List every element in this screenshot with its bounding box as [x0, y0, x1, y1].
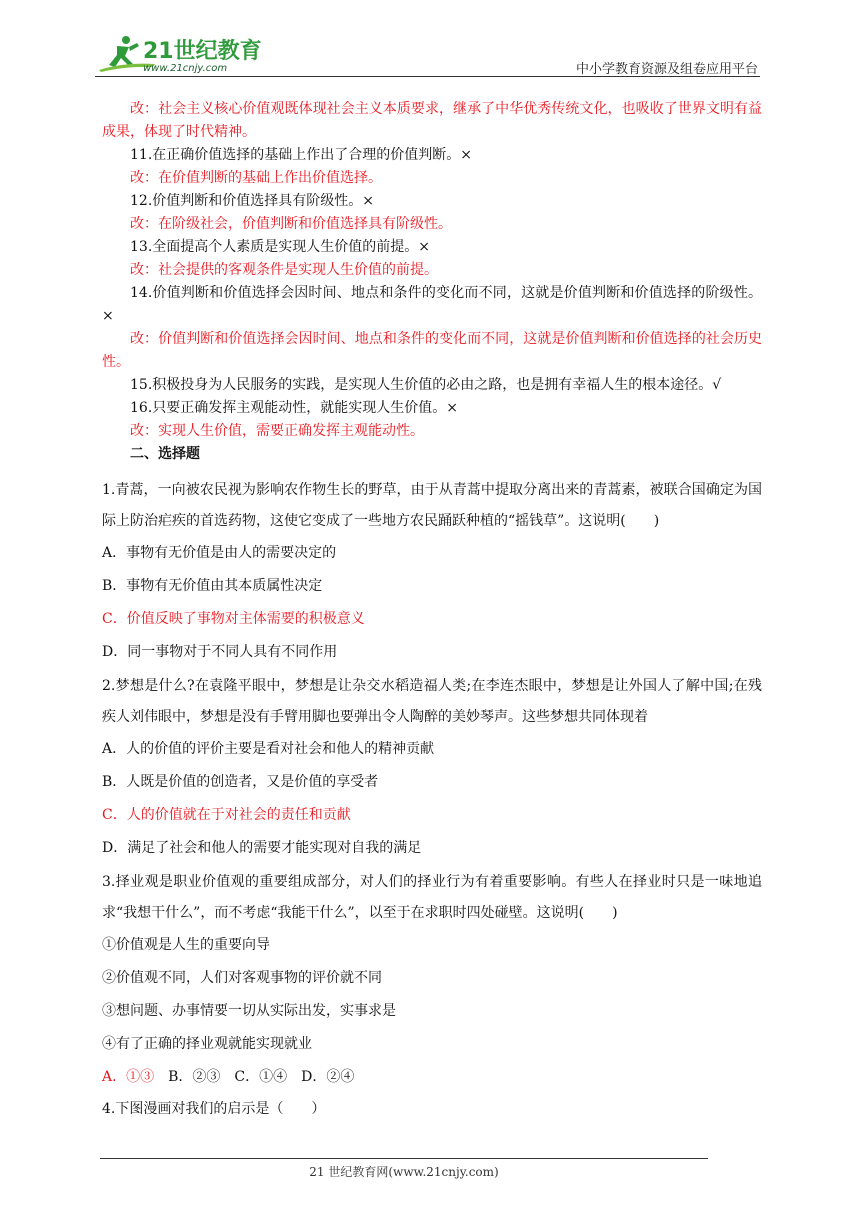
- statement-2: ②价值观不同，人们对客观事物的评价就不同: [102, 970, 382, 986]
- question-stem: 1.青蒿，一向被农民视为影响农作物生长的野草，由于从青蒿中提取分离出来的青蒿素，被联合国确定为国际上防治疟疾的首选药物，这使它变成了一些地方农民踊跃种植的“摇钱草”。这说明( ): [102, 482, 762, 529]
- correction-line: 改：在价值判断的基础上作出价值选择。: [130, 170, 382, 186]
- judgment-statement: 13.全面提高个人素质是实现人生价值的前提。×: [130, 239, 430, 255]
- option-d: D．满足了社会和他人的需要才能实现对自我的满足: [102, 840, 422, 856]
- choice-row: [102, 1061, 762, 1094]
- option-a: A．事物有无价值是由人的需要决定的: [102, 545, 337, 561]
- judgment-statement: 14.价值判断和价值选择会因时间、地点和条件的变化而不同，这就是价值判断和价值选择的阶级性。×: [102, 285, 762, 324]
- logo-text: 21世纪教育: [143, 39, 262, 64]
- header-divider: [95, 76, 760, 77]
- option-c-answer: C．价值反映了事物对主体需要的积极意义: [102, 611, 365, 627]
- statement-3: ③想问题、办事情要一切从实际出发，实事求是: [102, 1003, 396, 1019]
- document-body: [102, 98, 762, 1125]
- logo: [95, 34, 285, 74]
- option-d: D．同一事物对于不同人具有不同作用: [102, 644, 338, 660]
- judgment-statement: 15.积极投身为人民服务的实践，是实现人生价值的必由之路，也是拥有幸福人生的根本途径。√: [130, 377, 722, 393]
- correction-line: 改：社会主义核心价值观既体现社会主义本质要求，继承了中华优秀传统文化，也吸收了世界文明有益成果，体现了时代精神。: [102, 101, 762, 140]
- choice-c: C．①④: [234, 1069, 288, 1085]
- question-stem: 4.下图漫画对我们的启示是（ ）: [102, 1101, 326, 1117]
- question-stem: 2.梦想是什么?在袁隆平眼中，梦想是让杂交水稻造福人类;在李连杰眼中，梦想是让外国人了解中国;在残疾人刘伟眼中，梦想是没有手臂用脚也要弹出令人陶醉的美妙琴声。这些梦想共同体现着: [102, 678, 762, 725]
- judgment-statement: 12.价值判断和价值选择具有阶级性。×: [130, 193, 374, 209]
- correction-line: 改：实现人生价值，需要正确发挥主观能动性。: [130, 423, 424, 439]
- footer-divider: [100, 1158, 708, 1159]
- correction-line: 改：在阶级社会，价值判断和价值选择具有阶级性。: [130, 216, 452, 232]
- page-footer: 21 世纪教育网(www.21cnjy.com): [309, 1165, 499, 1179]
- logo-url: www.21cnjy.com: [143, 63, 228, 74]
- choice-b: B．②③: [168, 1069, 221, 1085]
- choice-a-answer: A．①③: [102, 1069, 155, 1085]
- page-header: [95, 28, 760, 80]
- question-stem: 3.择业观是职业价值观的重要组成部分，对人们的择业行为有着重要影响。有些人在择业时只是一味地追求“我想干什么”，而不考虑“我能干什么”，以至于在求职时四处碰壁。这说明( ): [102, 874, 762, 921]
- statement-1: ①价值观是人生的重要向导: [102, 937, 270, 953]
- correction-line: 改：价值判断和价值选择会因时间、地点和条件的变化而不同，这就是价值判断和价值选择的社会历史性。: [102, 331, 762, 370]
- option-b: B．人既是价值的创造者，又是价值的享受者: [102, 774, 379, 790]
- judgment-statement: 16.只要正确发挥主观能动性，就能实现人生价值。×: [130, 400, 458, 416]
- platform-name: 中小学教育资源及组卷应用平台: [575, 62, 758, 77]
- option-a: A．人的价值的评价主要是看对社会和他人的精神贡献: [102, 741, 435, 757]
- section-title: 二、选择题: [130, 446, 200, 462]
- option-b: B．事物有无价值由其本质属性决定: [102, 578, 323, 594]
- choice-d: D．②④: [301, 1069, 355, 1085]
- correction-line: 改：社会提供的客观条件是实现人生价值的前提。: [130, 262, 438, 278]
- judgment-statement: 11.在正确价值选择的基础上作出了合理的价值判断。×: [130, 147, 472, 163]
- statement-4: ④有了正确的择业观就能实现就业: [102, 1036, 312, 1052]
- option-c-answer: C．人的价值就在于对社会的责任和贡献: [102, 807, 351, 823]
